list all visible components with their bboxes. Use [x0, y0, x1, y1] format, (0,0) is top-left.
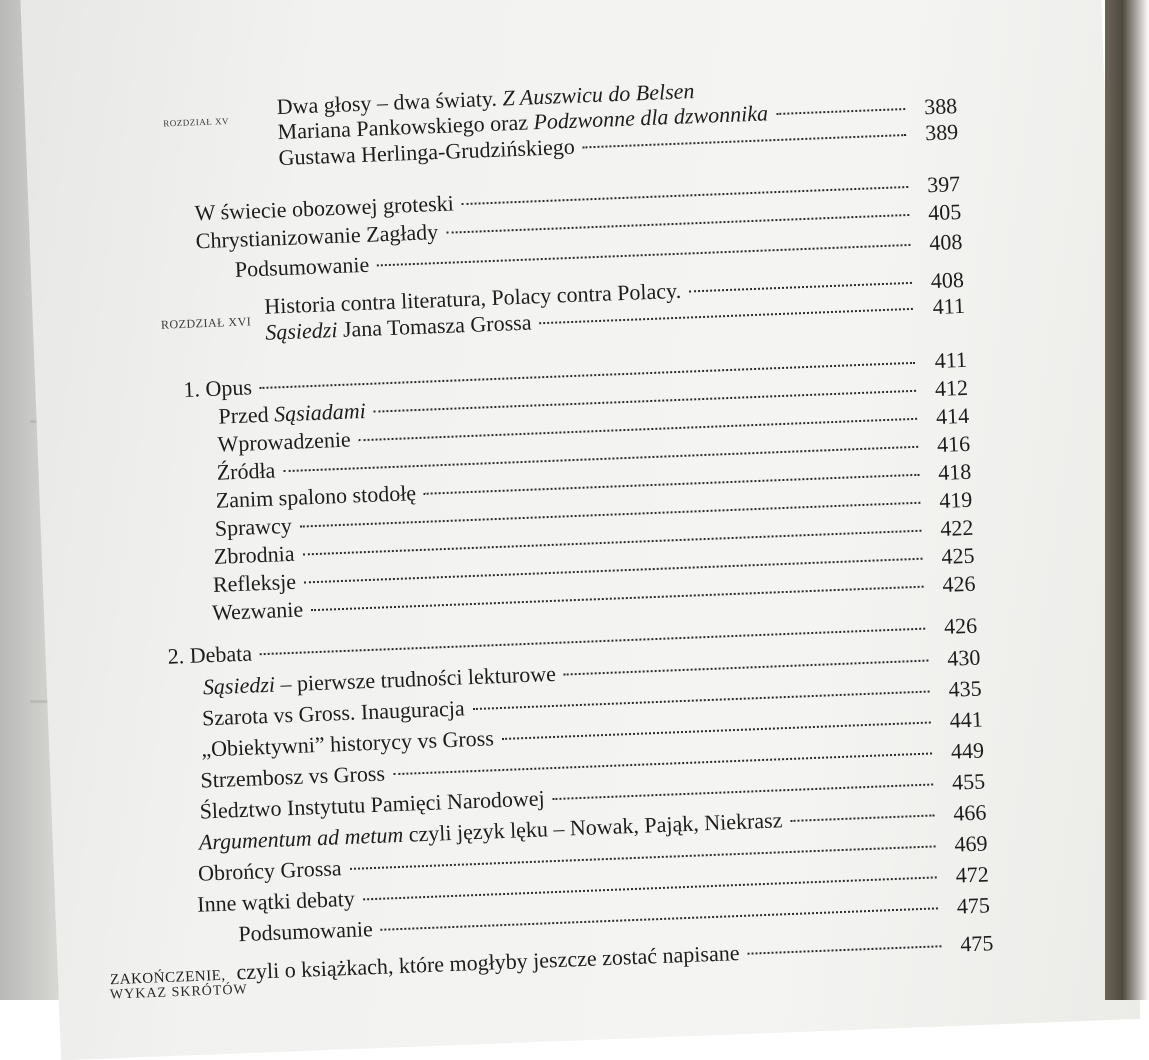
page-number: 466 [952, 799, 987, 826]
cut-off-heading: WYKAZ SKRÓTÓW [109, 982, 249, 1003]
page-number: 408 [930, 266, 965, 294]
toc-entry-conclusion: ZAKOŃCZENIE, czyli o książkach, które mogłyby jeszcze zostać napisane 475 [109, 930, 994, 989]
toc-entry: Inne wątki debaty 472 [196, 861, 990, 917]
dot-leader [446, 213, 909, 234]
dot-leader [377, 243, 910, 266]
page-number: 426 [942, 570, 976, 597]
page-number: 435 [948, 675, 982, 702]
toc-section: 1. Opus 411 [182, 346, 968, 402]
page-number: 419 [938, 486, 973, 514]
toc-entry: Podsumowanie 475 [237, 892, 991, 947]
page-number: 416 [936, 430, 971, 458]
page-number: 397 [926, 170, 961, 198]
dot-leader [564, 659, 929, 676]
toc-entry: Sprawcy 419 [214, 486, 973, 541]
dot-leader [363, 875, 937, 900]
dot-leader [473, 690, 930, 711]
toc-entry: Wprowadzenie 414 [217, 402, 970, 457]
page-number: 418 [937, 458, 972, 486]
page-number: 472 [955, 861, 990, 888]
toc-entry: „Obiektywni” historycy vs Gross 441 [200, 706, 984, 762]
toc-entry: Zbrodnia 422 [213, 514, 974, 569]
dot-leader [776, 107, 905, 115]
page-number: 411 [932, 292, 966, 320]
toc-entry: Historia contra literatura, Polacy contra Polacy. 408 [263, 266, 965, 319]
toc-entry: Przed Sąsiadami 412 [218, 374, 969, 429]
dot-leader [583, 133, 907, 148]
dot-leader [381, 906, 938, 930]
toc-entry: Podsumowanie 408 [234, 228, 963, 282]
page-number: 441 [949, 706, 984, 733]
page-number: 469 [954, 830, 988, 857]
page-number: 449 [950, 737, 985, 764]
toc-entry: Gustawa Herlinga-Grudzińskiego 389 [278, 119, 959, 171]
toc-entry: Zanim spalono stodołę 418 [215, 458, 972, 513]
toc-entry: Strzembosz vs Gross 449 [199, 737, 985, 793]
page-number: 425 [940, 542, 975, 569]
page-number: 388 [923, 93, 958, 120]
page-number: 430 [946, 644, 981, 671]
chapter-label: ROZDZIAŁ XV [163, 116, 230, 129]
page-number: 389 [924, 119, 959, 146]
dot-leader [790, 813, 934, 822]
dot-leader [689, 281, 912, 293]
toc-entry: Mariana Pankowskiego oraz Podzwonne dla dzwonnika 388 [277, 93, 958, 145]
toc-entry: Refleksje 425 [212, 542, 975, 597]
dot-leader [393, 751, 932, 775]
page-number: 408 [928, 228, 963, 256]
toc-entry: W świecie obozowej groteski 397 [194, 170, 961, 226]
toc-entry: Chrystianizowanie Zagłady 405 [195, 198, 962, 254]
page-number: 405 [927, 198, 962, 226]
page-number: 426 [943, 612, 978, 639]
page-number: 475 [959, 930, 994, 957]
page-number: 475 [956, 892, 991, 919]
page-number: 455 [951, 768, 986, 795]
toc-entry: Wezwanie 426 [211, 570, 976, 626]
page-number: 412 [934, 374, 969, 402]
toc-entry: Obrońcy Grossa 469 [197, 830, 988, 886]
toc-entry: Argumentum ad metum czyli język lęku – Nowak, Pająk, Niekrasz 466 [198, 799, 987, 855]
dot-leader [502, 721, 931, 740]
dot-leader [747, 944, 941, 954]
toc-entry: Szarota vs Gross. Inauguracja 435 [201, 675, 982, 731]
chapter-title-line: Dwa głosy – dwa światy. Z Auszwicu do Belsen [276, 78, 695, 120]
dot-leader [539, 307, 913, 324]
toc-entry: Śledztwo Instytutu Pamięci Narodowej 455 [199, 768, 986, 824]
page-number: 411 [934, 346, 968, 374]
toc-entry: Sąsiedzi – pierwsze trudności lekturowe 430 [202, 644, 981, 700]
toc-section: 2. Debata 426 [167, 612, 978, 669]
dot-leader [462, 185, 909, 205]
chapter-label: ROZDZIAŁ XVI [160, 314, 252, 332]
page-number: 414 [935, 402, 970, 430]
toc-entry: Sąsiedzi Jana Tomasza Grossa 411 [264, 292, 966, 345]
dot-leader [553, 782, 934, 800]
toc-entry: Źródła 416 [216, 430, 971, 485]
page-number: 422 [939, 514, 974, 541]
